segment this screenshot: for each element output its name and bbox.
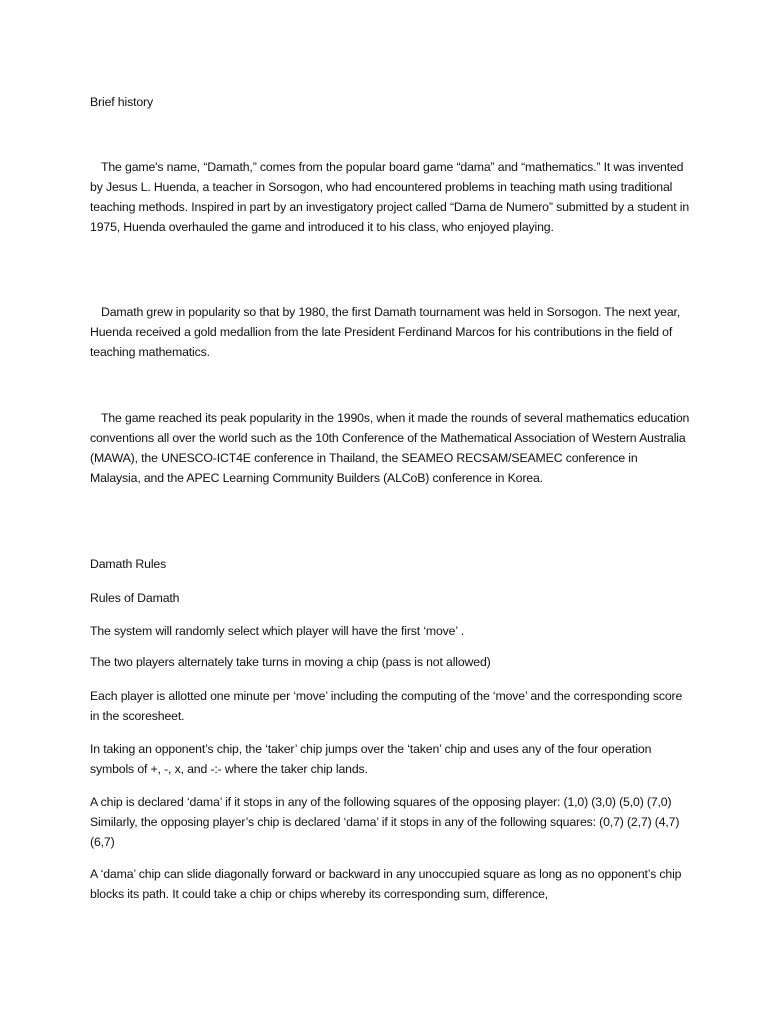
history-paragraph-3: The game reached its peak popularity in the 1990s, when it made the rounds of several mathematics education conventions all over the world such as the 10th Conference of the Mathematical Association of Western Australia (MAWA), the UNESCO-ICT4E conference in Thailand, the SEAMEO RECSAM/SEAMEC conference in Malaysia, and the APEC Learning Community Builders (ALCoB) conference in Korea. [90, 411, 690, 485]
rule-item: Each player is allotted one minute per ‘move’ including the computing of the ‘move’ and the corresponding score in the scoresheet. [90, 689, 683, 723]
subheading-rules-of-damath: Rules of Damath [90, 591, 180, 605]
rule-item: A chip is declared ‘dama’ if it stops in any of the following squares of the opposing player: (1,0) (3,0) (5,0) (7,0) Similarly, the opposing player’s chip is declared ‘dama’ if it stops in any of the following squares: (0,7) (2,7) (4,7) (6,7) [90, 795, 680, 849]
rule-item: The system will randomly select which player will have the first ‘move’ . [90, 624, 465, 638]
rule-item: The two players alternately take turns in moving a chip (pass is not allowed) [90, 655, 491, 669]
section-heading-damath-rules: Damath Rules [90, 557, 167, 571]
history-paragraph-2: Damath grew in popularity so that by 1980, the first Damath tournament was held in Sorsogon. The next year, Huenda received a gold medallion from the late President Ferdinand Marcos for his contributions in the field of teaching mathematics. [90, 305, 681, 359]
rule-item: A ‘dama’ chip can slide diagonally forward or backward in any unoccupied square as long as no opponent’s chip blocks its path. It could take a chip or chips whereby its corresponding sum, difference, [90, 867, 682, 901]
section-heading-brief-history: Brief history [90, 95, 153, 109]
rule-item: In taking an opponent’s chip, the ‘taker’ chip jumps over the ‘taken’ chip and uses any of the four operation symbols of +, -, x, and -:- where the taker chip lands. [90, 742, 652, 776]
history-paragraph-1: The game's name, “Damath,” comes from the popular board game “dama” and “mathematics.” It was invented by Jesus L. Huenda, a teacher in Sorsogon, who had encountered problems in teaching math using traditional teaching methods. Inspired in part by an investigatory project called “Dama de Numero” submitted by a student in 1975, Huenda overhauled the game and introduced it to his class, who enjoyed playing. [90, 160, 690, 234]
